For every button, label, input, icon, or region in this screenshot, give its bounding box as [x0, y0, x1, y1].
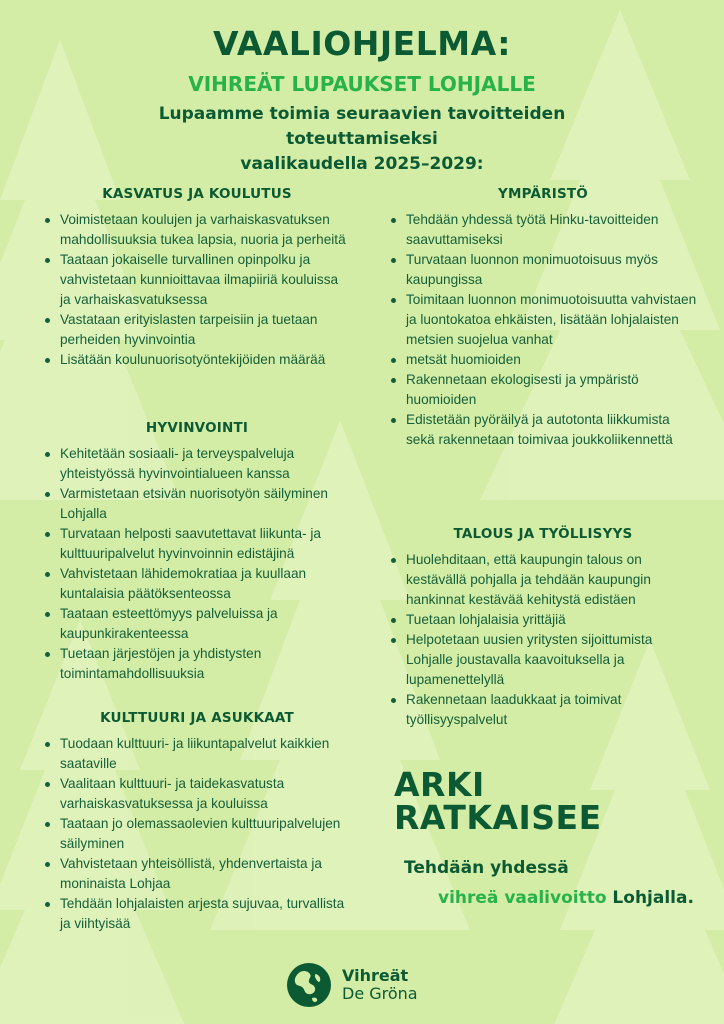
bullet-list: [388, 550, 698, 730]
slogan-line-1: ARKI: [394, 765, 485, 804]
list-item: Tuetaan lohjalaisia yrittäjiä: [388, 610, 698, 630]
list-item: metsät huomioiden: [388, 350, 698, 370]
list-item: Huolehditaan, että kaupungin talous on kestävällä pohjalla ja tehdään kaupungin hankinnat kestävää kehitystä edistäen: [388, 550, 698, 610]
list-item: Tuodaan kulttuuri- ja liikuntapalvelut kaikkien saataville: [42, 734, 352, 774]
list-item: Tuetaan järjestöjen ja yhdistysten toimintamahdollisuuksia: [42, 644, 352, 684]
intro-line-1: Lupaamme toimia seuraavien tavoitteiden toteuttamiseksi: [158, 104, 566, 149]
section-heading: HYVINVOINTI: [145, 420, 249, 436]
section-kulttuuri: [42, 710, 352, 934]
closing-line-1: Tehdään yhdessä: [404, 858, 569, 878]
intro-line-2: vaalikaudella 2025–2029:: [240, 154, 484, 174]
closing-line-2: [438, 888, 694, 908]
page-title: VAALIOHJELMA:: [213, 24, 511, 63]
logo-subname: De Gröna: [342, 984, 418, 1003]
bullet-list: [42, 210, 352, 370]
closing-highlight: vihreä vaalivoitto: [438, 888, 607, 908]
list-item: Taataan esteettömyys palveluissa ja kaupunkirakenteessa: [42, 604, 352, 644]
slogan-line-2: RATKAISEE: [394, 798, 602, 837]
section-heading: KASVATUS JA KOULUTUS: [102, 186, 292, 202]
list-item: Voimistetaan koulujen ja varhaiskasvatuksen mahdollisuuksia tukea lapsia, nuoria ja perheitä: [42, 210, 352, 250]
list-item: Edistetään pyöräilyä ja autotonta liikkumista sekä rakennetaan toimivaa joukkoliikennettä: [388, 410, 698, 450]
list-item: Vahvistetaan yhteisöllistä, yhdenvertaista ja moninaista Lohjaa: [42, 854, 352, 894]
list-item: Tehdään yhdessä työtä Hinku-tavoitteiden saavuttamiseksi: [388, 210, 698, 250]
bullet-list: [388, 210, 698, 450]
list-item: Rakennetaan ekologisesti ja ympäristö huomioiden: [388, 370, 698, 410]
list-item: Turvataan luonnon monimuotoisuus myös kaupungissa: [388, 250, 698, 290]
earth-globe-icon: [286, 962, 332, 1008]
closing-rest: Lohjalla.: [606, 888, 694, 908]
section-hyvinvointi: [42, 420, 352, 684]
list-item: Taataan jo olemassaolevien kulttuuripalvelujen säilyminen: [42, 814, 352, 854]
list-item: Kehitetään sosiaali- ja terveyspalveluja yhteistyössä hyvinvointialueen kanssa: [42, 444, 352, 484]
list-item: Turvataan helposti saavutettavat liikunta- ja kulttuuripalvelut hyvinvoinnin edistäjinä: [42, 524, 352, 564]
section-talous: [388, 526, 698, 730]
list-item: Vaalitaan kulttuuri- ja taidekasvatusta varhaiskasvatuksessa ja kouluissa: [42, 774, 352, 814]
list-item: Rakennetaan laadukkaat ja toimivat työllisyyspalvelut: [388, 690, 698, 730]
slogan: [394, 765, 602, 837]
list-item: Tehdään lohjalaisten arjesta sujuvaa, turvallista ja viihtyisää: [42, 894, 352, 934]
bullet-list: [42, 734, 352, 934]
section-heading: KULTTUURI JA ASUKKAAT: [100, 710, 294, 726]
list-item: Helpotetaan uusien yritysten sijoittumista Lohjalle joustavalla kaavoituksella ja lupamenettelyllä: [388, 630, 698, 690]
list-item: Toimitaan luonnon monimuotoisuutta vahvistaen ja luontokatoa ehkäisten, lisätään lohjalaisten metsien suojelua vanhat: [388, 290, 698, 350]
section-ymparisto: [388, 186, 698, 450]
logo-text: [342, 967, 418, 1003]
list-item: Vahvistetaan lähidemokratiaa ja kuullaan kuntalaisia päätöksenteossa: [42, 564, 352, 604]
bullet-list: [42, 444, 352, 684]
list-item: Taataan jokaiselle turvallinen opinpolku ja vahvistetaan kunnioittavaa ilmapiiriä kouluissa ja varhaiskasvatuksessa: [42, 250, 352, 310]
page-subtitle: VIHREÄT LUPAUKSET LOHJALLE: [188, 72, 536, 96]
list-item: Vastataan erityislasten tarpeisiin ja tuetaan perheiden hyvinvointia: [42, 310, 352, 350]
intro-text: [112, 102, 612, 177]
section-kasvatus: [42, 186, 352, 370]
section-heading: YMPÄRISTÖ: [498, 186, 588, 202]
list-item: Lisätään koulunuorisotyöntekijöiden määrää: [42, 350, 352, 370]
party-logo: [286, 960, 418, 1010]
logo-name: Vihreät: [342, 966, 409, 985]
list-item: Varmistetaan etsivän nuorisotyön säilyminen Lohjalla: [42, 484, 352, 524]
section-heading: TALOUS JA TYÖLLISYYS: [453, 526, 633, 542]
